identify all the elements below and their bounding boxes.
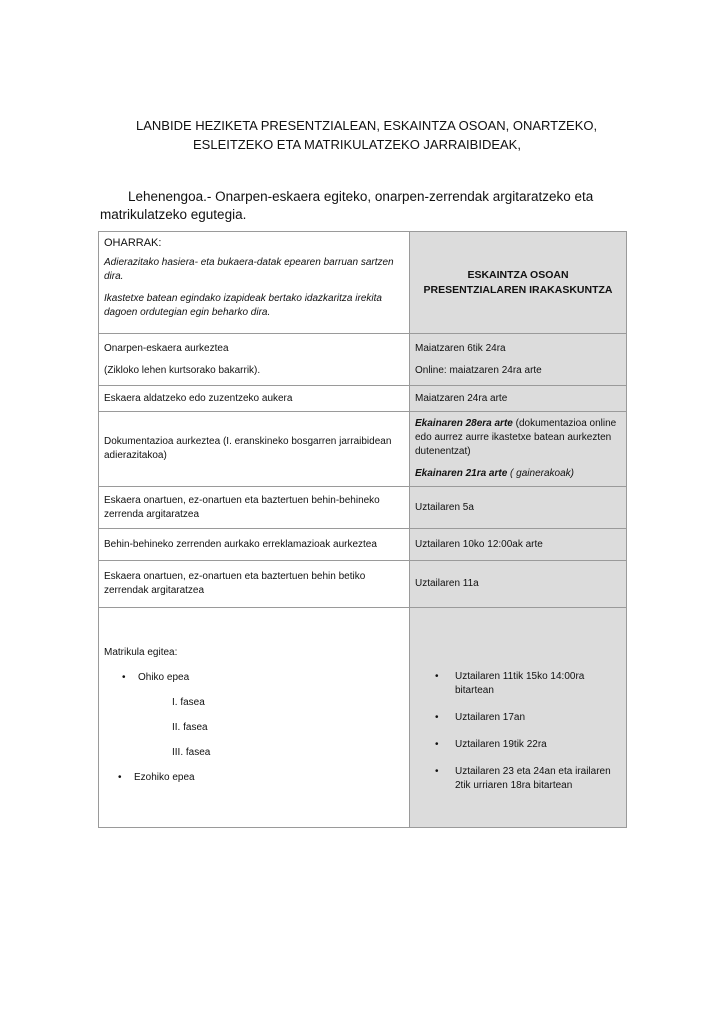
enrollment-date: Uztailaren 11tik 15ko 14:00ra bitartean bbox=[455, 671, 585, 696]
row-date-cell: Maiatzaren 24ra arte bbox=[410, 386, 627, 412]
row-date-cell bbox=[410, 412, 627, 487]
row-date-b bbox=[415, 467, 621, 481]
row-label-cell: Eskaera onartuen, ez-onartuen eta baztertuen behin-behineko zerrenda argitaratzea bbox=[99, 487, 410, 529]
row-date-a-rest: (dokumentazioa online edo aurrez aurre ikastetxe batean aurkezten dutenentzat) bbox=[415, 418, 617, 457]
bullet-icon: • bbox=[122, 672, 126, 683]
row-label-cell bbox=[99, 334, 410, 386]
enrollment-dates-list bbox=[415, 670, 621, 793]
row-date-cell: Uztailaren 5a bbox=[410, 487, 627, 529]
row-label: Onarpen-eskaera aurkeztea bbox=[104, 342, 229, 354]
row-date-b-rest: ( gainerakoak) bbox=[507, 468, 574, 479]
enrollment-title: Matrikula egitea: bbox=[104, 647, 178, 658]
bullet-icon: • bbox=[435, 712, 439, 723]
table-row bbox=[99, 529, 627, 561]
intro-paragraph bbox=[100, 188, 630, 224]
table-row bbox=[99, 608, 627, 828]
phase-2: II. fasea bbox=[172, 722, 208, 733]
notes-title: OHARRAK: bbox=[104, 237, 162, 249]
enrollment-regular bbox=[104, 671, 404, 696]
phase-3: III. fasea bbox=[172, 747, 211, 758]
row-label-cell: Behin-behineko zerrenden aurkako erreklamazioak aurkeztea bbox=[99, 529, 410, 561]
table-row bbox=[99, 412, 627, 487]
table-row bbox=[99, 232, 627, 334]
row-label-cell: Eskaera onartuen, ez-onartuen eta baztertuen behin betiko zerrendak argitaratzea bbox=[99, 561, 410, 608]
list-item bbox=[415, 738, 621, 752]
bullet-icon: • bbox=[435, 766, 439, 777]
row-date-a-bold: Ekainaren 28era arte bbox=[415, 418, 513, 429]
row-date-cell bbox=[410, 334, 627, 386]
row-date-cell: Uztailaren 11a bbox=[410, 561, 627, 608]
title-line-2: ESLEITZEKO ETA MATRIKULATZEKO JARRAIBIDEAK, bbox=[193, 137, 521, 152]
notes-text-2: Ikastetxe batean egindako izapideak bertako idazkaritza irekita dagoen ordutegian egin beharko dira. bbox=[104, 293, 382, 318]
notes-cell bbox=[99, 232, 410, 334]
row-date-online: Online: maiatzaren 24ra arte bbox=[415, 364, 542, 376]
bullet-icon: • bbox=[435, 671, 439, 682]
row-date: Maiatzaren 6tik 24ra bbox=[415, 342, 506, 354]
list-item bbox=[415, 670, 621, 698]
enrollment-extra bbox=[104, 771, 404, 796]
list-item bbox=[415, 765, 621, 793]
row-label-cell: Dokumentazioa aurkeztea (I. eranskineko bosgarren jarraibidean adierazitakoa) bbox=[99, 412, 410, 487]
intro-line-2: matrikulatzeko egutegia. bbox=[100, 207, 247, 222]
enrollment-regular-label: Ohiko epea bbox=[138, 672, 190, 683]
enrollment-date: Uztailaren 17an bbox=[455, 712, 526, 723]
enrollment-dates-cell bbox=[410, 608, 627, 828]
list-item bbox=[415, 711, 621, 725]
row-date-a bbox=[415, 417, 621, 459]
enrollment-date: Uztailaren 23 eta 24an eta irailaren 2tik urriaren 18ra bitartean bbox=[455, 766, 611, 791]
notes-text-1: Adierazitako hasiera- eta bukaera-datak epearen barruan sartzen dira. bbox=[104, 257, 394, 282]
row-label-cell: Eskaera aldatzeko edo zuzentzeko aukera bbox=[99, 386, 410, 412]
enrollment-extra-label: Ezohiko epea bbox=[134, 772, 195, 783]
bullet-icon: • bbox=[435, 739, 439, 750]
table-row bbox=[99, 334, 627, 386]
title-line-1: LANBIDE HEZIKETA PRESENTZIALEAN, ESKAINTZA OSOAN, ONARTZEKO, bbox=[136, 118, 598, 133]
intro-line-1: Lehenengoa.- Onarpen-eskaera egiteko, onarpen-zerrendak argitaratzeko eta bbox=[128, 189, 594, 204]
phase-1: I. fasea bbox=[172, 697, 205, 708]
schedule-table bbox=[98, 231, 627, 828]
table-row bbox=[99, 487, 627, 529]
document-title bbox=[100, 116, 660, 154]
row-date-cell: Uztailaren 10ko 12:00ak arte bbox=[410, 529, 627, 561]
bullet-icon: • bbox=[118, 772, 122, 783]
table-row bbox=[99, 561, 627, 608]
column-header: ESKAINTZA OSOAN PRESENTZIALAREN IRAKASKUNTZA bbox=[410, 232, 627, 334]
row-date-b-bold: Ekainaren 21ra arte bbox=[415, 468, 508, 479]
table-row bbox=[99, 386, 627, 412]
enrollment-date: Uztailaren 19tik 22ra bbox=[455, 739, 547, 750]
enrollment-cell bbox=[99, 608, 410, 828]
row-label-note: (Zikloko lehen kurtsorako bakarrik). bbox=[104, 364, 261, 376]
